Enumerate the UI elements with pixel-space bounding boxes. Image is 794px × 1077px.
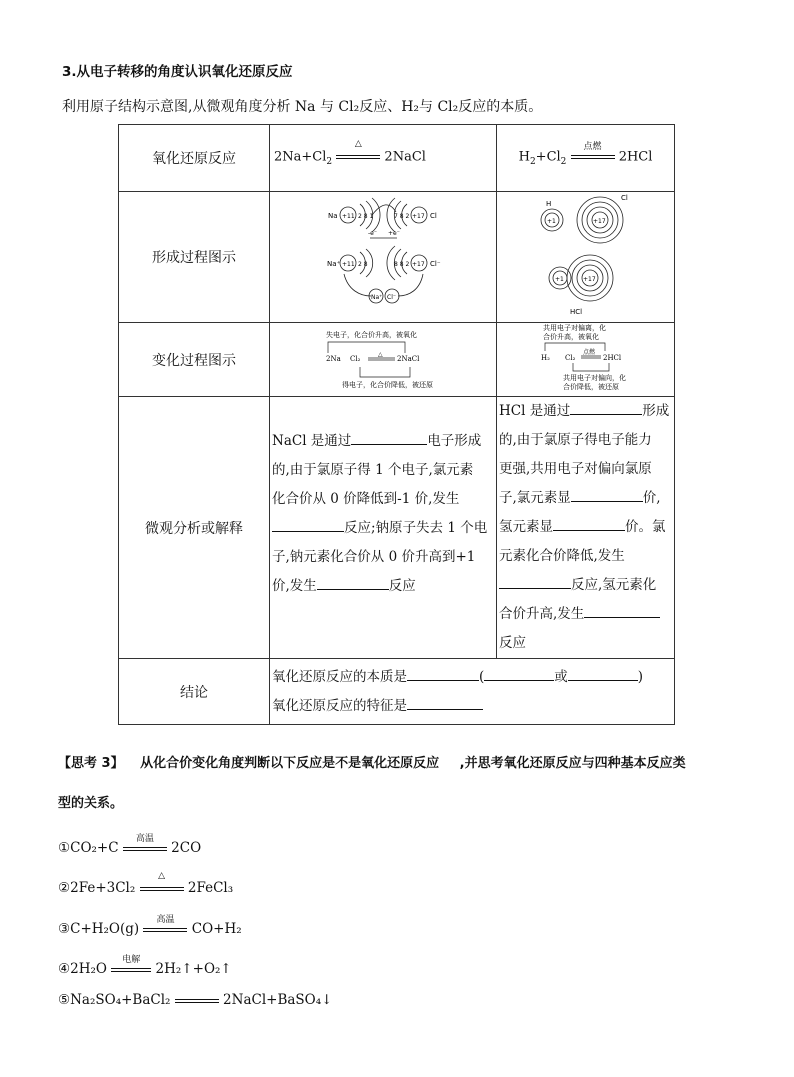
na-micro-l6a: 价,发生 xyxy=(272,578,317,594)
reaction-num: ① xyxy=(58,840,71,856)
h-change-svg xyxy=(497,323,677,396)
hcl-label: HCl xyxy=(570,308,583,316)
na-micro-l1a: NaCl 是通过 xyxy=(272,433,352,449)
cl-core-h: +17 xyxy=(593,218,606,225)
na-micro-l6b: 反应 xyxy=(388,578,416,594)
na-change-cl: Cl₂ xyxy=(350,355,361,363)
reaction-rhs: 2CO xyxy=(171,840,202,856)
reaction-condition: 高温 xyxy=(123,841,167,857)
h-cl-formation-svg xyxy=(497,192,677,322)
reaction-3 xyxy=(58,914,242,938)
na-eq-right: 2NaCl xyxy=(384,149,426,165)
h-micro-l3: 更强,共用电子对偏向氯原 xyxy=(499,461,652,477)
table-row xyxy=(119,125,675,192)
reaction-rhs: 2H₂↑+O₂↑ xyxy=(155,961,232,977)
analysis-table xyxy=(118,124,675,725)
na-ion-label: Na⁺ xyxy=(327,260,341,268)
h-eq-left: H xyxy=(518,149,530,165)
reaction-4 xyxy=(58,954,232,978)
na-micro-l3: 化合价从 0 价降低到-1 价,发生 xyxy=(272,491,460,507)
conclusion-l1d: ) xyxy=(637,668,644,685)
na-formation-diagram xyxy=(270,192,497,323)
h-change-diagram xyxy=(497,323,675,397)
na-change-prod: 2NaCl xyxy=(397,355,420,363)
hcl-cl-core: +17 xyxy=(583,276,596,283)
reaction-num: ④ xyxy=(58,961,71,977)
cl-core: +17 xyxy=(412,213,425,220)
h-micro-l7: 反应,氢元素化 xyxy=(571,577,657,593)
reaction-lhs: CO₂+C xyxy=(70,840,119,856)
hcl-h-core: +1 xyxy=(555,276,564,283)
cl-label: Cl xyxy=(430,212,437,220)
na-ion-core: +11 xyxy=(342,261,355,268)
intro-text: 利用原子结构示意图,从微观角度分析 Na 与 Cl₂反应、H₂与 Cl₂反应的本质。 xyxy=(62,99,543,115)
reaction-num: ② xyxy=(58,880,71,896)
h-micro-l1a: HCl 是通过 xyxy=(499,403,571,419)
na-change-diagram xyxy=(270,323,497,397)
h-micro-l9: 反应 xyxy=(499,635,526,651)
na-change-top: 失电子，化合价升高，被氧化 xyxy=(326,331,417,339)
reaction-lhs: 2Fe+3Cl₂ xyxy=(70,880,136,896)
h-eq-sub2: 2 xyxy=(560,157,567,168)
h-eq-sub1: 2 xyxy=(529,157,536,168)
cl-ion-core: +17 xyxy=(412,261,425,268)
table-row xyxy=(119,323,675,397)
reaction-condition xyxy=(175,993,219,1009)
e-out: -e⁻ xyxy=(368,230,378,237)
reaction-lhs: C+H₂O(g) xyxy=(70,921,140,937)
cl-shell: 7 8 2 xyxy=(394,213,410,220)
h-micro-l2: 的,由于氯原子得电子能力 xyxy=(499,432,652,448)
think-text: 从化合价变化角度判断以下反应是不是氧化还原反应 xyxy=(140,756,440,771)
e-in: +e⁻ xyxy=(388,230,400,237)
think-label: 【思考 3】 xyxy=(58,756,124,771)
h-micro-text xyxy=(497,397,675,659)
h-equation-cell xyxy=(497,125,675,192)
conclusion-blank-1[interactable] xyxy=(407,666,479,681)
cl-ion-label: Cl⁻ xyxy=(430,260,441,268)
na-eq-left: 2Na+Cl xyxy=(274,149,327,165)
h-eq-right: 2HCl xyxy=(618,149,653,165)
table-row xyxy=(119,192,675,323)
h-micro-l1b: 形成 xyxy=(642,403,670,419)
conclusion-blank-4[interactable] xyxy=(407,695,483,710)
na-equation-cell xyxy=(270,125,497,192)
na-blank-1[interactable] xyxy=(351,430,427,445)
h-blank-4[interactable] xyxy=(499,574,571,589)
na-micro-l5: 子,钠元素化合价从 0 价升高到+1 xyxy=(272,549,476,565)
reaction-condition: 电解 xyxy=(111,962,151,978)
conclusion-l1c: 或 xyxy=(554,668,568,685)
na-change-svg xyxy=(270,323,496,396)
nacl-na: Na⁺ xyxy=(371,294,383,301)
reaction-condition: 高温 xyxy=(143,922,187,938)
h-change-h: H₂ xyxy=(541,354,550,362)
na-micro-l4: 反应;钠原子失去 1 个电 xyxy=(344,520,488,536)
h-change-prod: 2HCl xyxy=(603,354,622,362)
row-header-conclusion: 结论 xyxy=(119,659,270,725)
na-micro-text xyxy=(270,397,497,659)
reaction-lhs: Na₂SO₄+BaCl₂ xyxy=(70,992,171,1008)
row-header-change: 变化过程图示 xyxy=(119,323,270,397)
h-label: H xyxy=(546,200,552,208)
h-change-cond: 点燃 xyxy=(583,349,596,356)
na-blank-3[interactable] xyxy=(317,575,389,590)
na-micro-l1b: 电子形成 xyxy=(427,433,482,449)
cl-ion-shell: 8 8 2 xyxy=(394,261,410,268)
h-micro-l4b: 价, xyxy=(642,490,661,506)
h-eq-condition: 点燃 xyxy=(571,149,615,165)
h-change-bottom2: 合价降低，被还原 xyxy=(563,383,619,391)
think-question xyxy=(58,752,686,771)
think-text2: ,并思考氧化还原反应与四种基本反应类 xyxy=(459,756,686,771)
section-heading: 3.从电子转移的角度认识氧化还原反应 xyxy=(62,64,293,80)
conclusion-text xyxy=(270,659,675,725)
conclusion-blank-3[interactable] xyxy=(568,666,638,681)
conclusion-blank-2[interactable] xyxy=(484,666,554,681)
row-header-micro: 微观分析或解释 xyxy=(119,397,270,659)
reaction-rhs: 2NaCl+BaSO₄↓ xyxy=(223,992,333,1008)
na-change-na: 2Na xyxy=(326,355,341,363)
think-line2: 型的关系。 xyxy=(58,796,124,811)
reaction-5 xyxy=(58,992,332,1009)
na-shell: 2 8 1 xyxy=(358,213,374,220)
h-change-top2: 合价升高，被氧化 xyxy=(543,333,599,341)
na-cl-formation-svg xyxy=(270,192,496,322)
h-core: +1 xyxy=(547,218,556,225)
h-blank-2[interactable] xyxy=(571,487,643,502)
h-micro-l5a: 氢元素显 xyxy=(499,519,553,535)
conclusion-l2: 氧化还原反应的特征是 xyxy=(272,697,407,714)
na-ion-shell: 2 8 xyxy=(358,261,368,268)
table-row xyxy=(119,397,675,659)
reaction-condition: △ xyxy=(140,881,184,897)
cl-label-h: Cl xyxy=(621,194,628,202)
na-core: +11 xyxy=(342,213,355,220)
row-header-reaction: 氧化还原反应 xyxy=(119,125,270,192)
h-formation-diagram xyxy=(497,192,675,323)
h-micro-l6: 元素化合价降低,发生 xyxy=(499,548,625,564)
reaction-rhs: CO+H₂ xyxy=(191,921,242,937)
row-header-formation: 形成过程图示 xyxy=(119,192,270,323)
conclusion-l1a: 氧化还原反应的本质是 xyxy=(272,668,407,685)
h-micro-l8: 合价升高,发生 xyxy=(499,606,585,622)
conclusion-l1b: ( xyxy=(479,668,485,685)
reaction-rhs: 2FeCl₃ xyxy=(187,880,234,896)
reaction-1 xyxy=(58,833,202,857)
nacl-cl: Cl⁻ xyxy=(387,294,397,301)
table-row xyxy=(119,659,675,725)
h-blank-3[interactable] xyxy=(553,516,625,531)
na-blank-2[interactable] xyxy=(272,517,344,532)
reaction-lhs: 2H₂O xyxy=(70,961,107,977)
h-micro-l4a: 子,氯元素显 xyxy=(499,490,571,506)
na-label: Na xyxy=(328,212,338,220)
na-change-cond: △ xyxy=(378,351,383,358)
h-change-bottom1: 共用电子对偏向，化 xyxy=(563,374,626,382)
na-change-bottom: 得电子，化合价降低，被还原 xyxy=(342,381,433,389)
reaction-num: ⑤ xyxy=(58,992,71,1008)
reaction-num: ③ xyxy=(58,921,71,937)
h-eq-plus: +Cl xyxy=(535,149,561,165)
h-change-top1: 共用电子对偏离，化 xyxy=(543,324,606,332)
reaction-2 xyxy=(58,870,234,897)
h-blank-1[interactable] xyxy=(570,400,642,415)
h-change-cl: Cl₂ xyxy=(565,354,576,362)
na-micro-l2: 的,由于氯原子得 1 个电子,氯元素 xyxy=(272,462,474,478)
h-micro-l5b: 价。氯 xyxy=(625,519,666,535)
na-eq-sub: 2 xyxy=(326,157,333,168)
na-eq-condition: △ xyxy=(336,149,380,165)
h-blank-5[interactable] xyxy=(584,603,660,618)
